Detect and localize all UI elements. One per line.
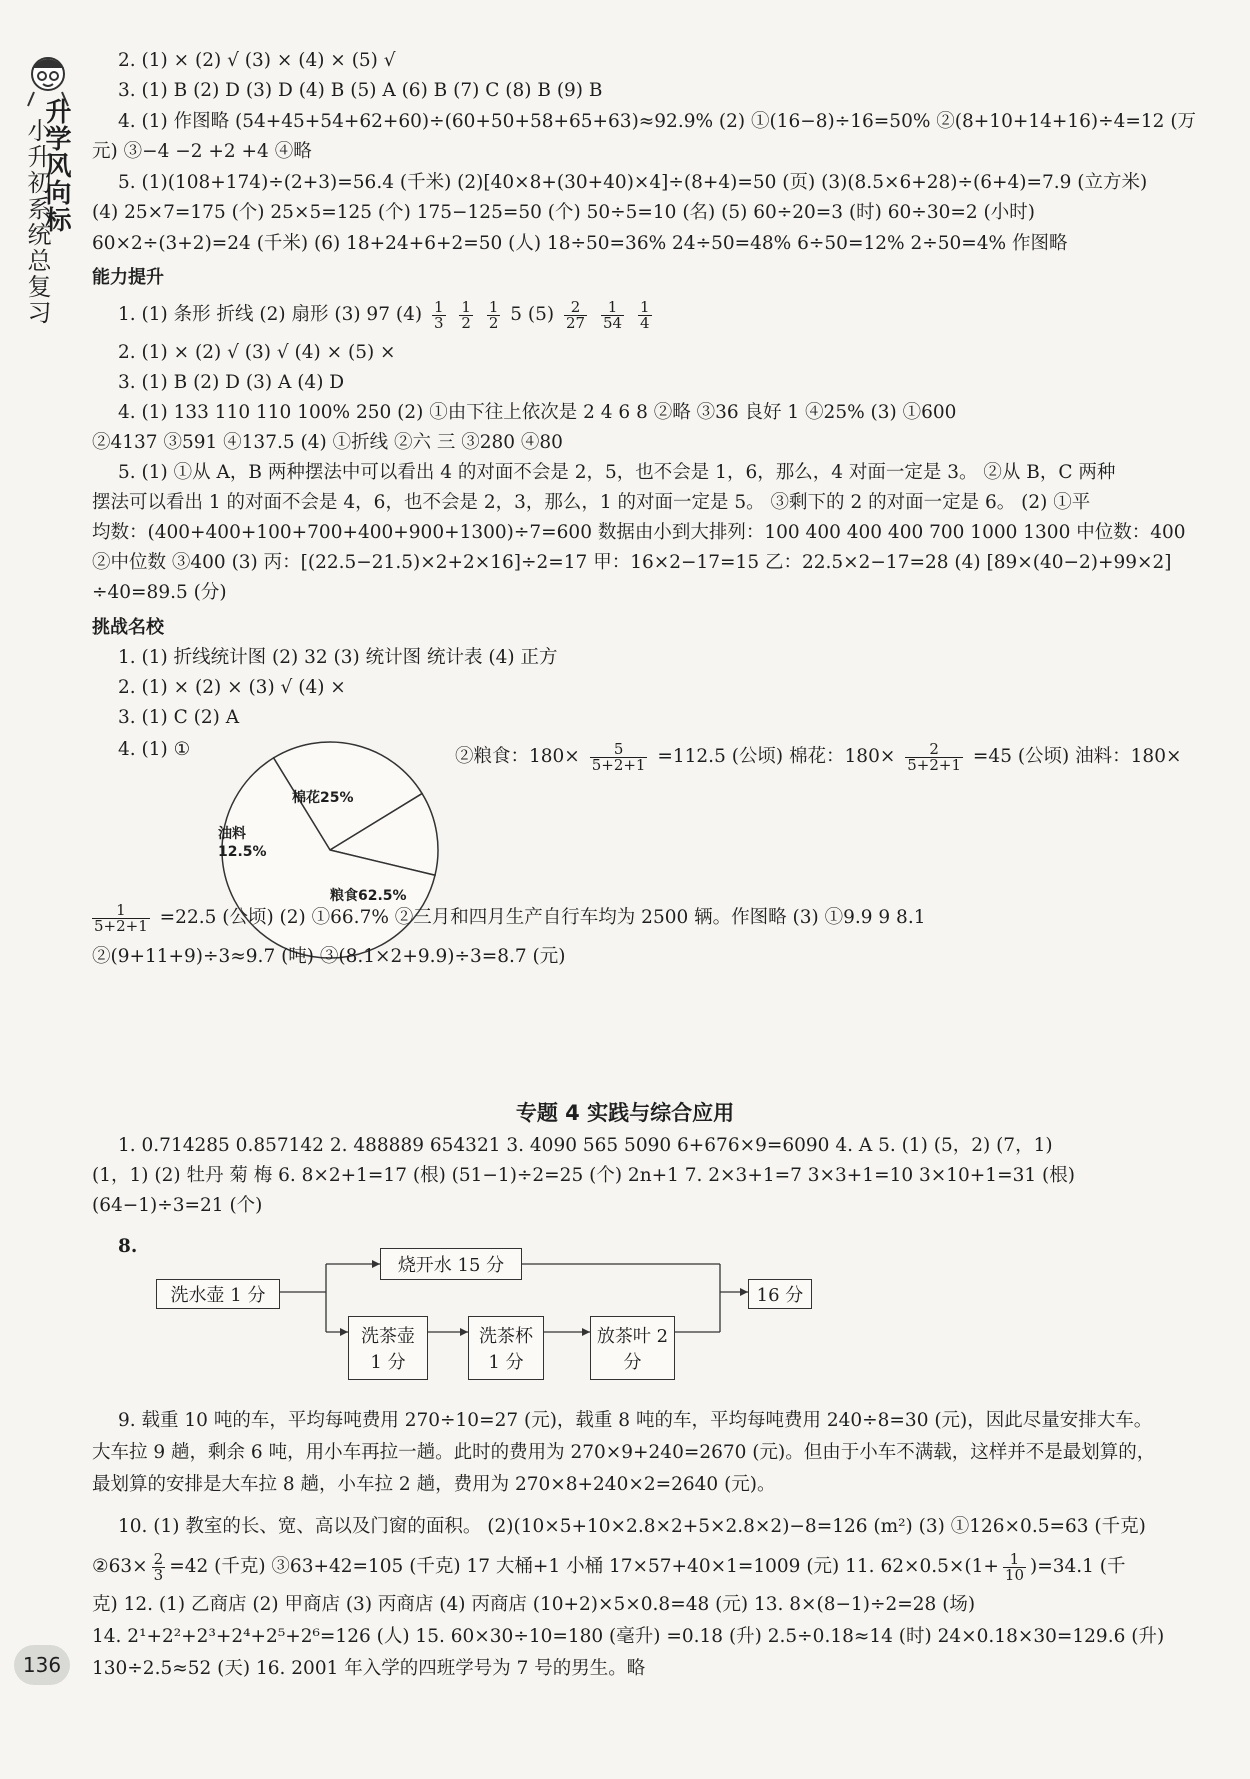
answer-line: ②中位数 ③400 (3) 丙：[(22.5−21.5)×2+2×16]÷2=17 甲：16×2−17=15 乙：22.5×2−17=28 (4) [89×(40−2)+99×2] bbox=[92, 552, 1172, 573]
fraction: $\frac{5}{5+2+1}$ bbox=[591, 739, 646, 774]
answer-line: 3. (1) C (2) A bbox=[118, 707, 240, 728]
grain-label: ②粮食：180× bbox=[455, 746, 580, 767]
answer-line: 5. (1) ①从 A，B 两种摆法中可以看出 4 的对面不会是 2，5，也不会是 1，6，那么，4 对面一定是 3。 ②从 B，C 两种 bbox=[118, 462, 1116, 483]
q1-prefix: 1. (1) 条形 折线 (2) 扇形 (3) 97 (4) bbox=[118, 304, 423, 325]
answer-line: (64−1)÷3=21 (个) bbox=[92, 1195, 263, 1216]
answer-line-fractions bbox=[92, 1545, 1192, 1589]
answer-line: 130÷2.5≈52 (天) 16. 2001 年入学的四班学号为 7 号的男生。略 bbox=[92, 1658, 646, 1679]
fraction: $\frac{1}{2}$ bbox=[461, 297, 471, 332]
page-number: 136 bbox=[14, 1645, 70, 1685]
oil-result: =22.5 (公顷) (2) ①66.7% ②三月和四月生产自行车均为 2500 辆。作图略 (3) ①9.9 9 8.1 bbox=[159, 907, 926, 928]
fraction: $\frac{1}{2}$ bbox=[488, 297, 499, 332]
answer-line: 大车拉 9 趟，剩余 6 吨，用小车再拉一趟。此时的费用为 270×9+240=2670 (元)。但由于小车不满载，这样并不是最划算的， bbox=[92, 1442, 1156, 1463]
fraction: $\frac{2}{3}$ bbox=[153, 1549, 164, 1584]
answer-line: 1. 0.714285 0.857142 2. 488889 654321 3. 4090 565 5090 6+676×9=6090 4. A 5. (1) (5，2) (7，1) bbox=[118, 1135, 1053, 1156]
flow-box-boil-water: 烧开水 15 分 bbox=[380, 1248, 522, 1280]
flow-box-wash-kettle: 洗水壶 1 分 bbox=[156, 1279, 280, 1309]
answer-line: 14. 2¹+2²+2³+2⁴+2⁵+2⁶=126 (人) 15. 60×30÷10=180 (毫升) =0.18 (升) 2.5÷0.18≈14 (时) 24×0.18×30=129.6 (升) bbox=[92, 1626, 1165, 1647]
q1-mid: 5 (5) bbox=[510, 304, 555, 325]
flow-box-add-tea: 放茶叶 2 分 bbox=[590, 1316, 675, 1380]
answer-line: (1，1) (2) 牡丹 菊 梅 6. 8×2+1=17 (根) (51−1)÷2=25 (个) 2n+1 7. 2×3+1=7 3×3+1=10 3×10+1=31 (根) bbox=[92, 1165, 1075, 1186]
answer-line: ÷40=89.5 (分) bbox=[92, 582, 227, 603]
answer-line: ②(9+11+9)÷3≈9.7 (吨) ③(8.1×2+9.9)÷3=8.7 (元) bbox=[92, 946, 566, 967]
q10-part: ②63× bbox=[92, 1556, 148, 1577]
answer-line: 元) ③−4 −2 +2 +4 ④略 bbox=[92, 141, 312, 162]
answer-line: 2. (1) × (2) √ (3) × (4) × (5) √ bbox=[118, 50, 396, 71]
answer-line: 3. (1) B (2) D (3) D (4) B (5) A (6) B (7) C (8) B (9) B bbox=[118, 80, 603, 101]
brand-title: 升学风向标 bbox=[41, 98, 71, 233]
answer-line: ②4137 ③591 ④137.5 (4) ①折线 ②六 三 ③280 ④80 bbox=[92, 432, 563, 453]
answer-line: 3. (1) B (2) D (3) A (4) D bbox=[118, 372, 345, 393]
fraction: $\frac{1}{10}$ bbox=[1004, 1549, 1024, 1584]
q10-rest: =42 (千克) ③63+42=105 (千克) 17 大桶+1 小桶 17×57+40×1=1009 (元) 11. 62×0.5×(1+ bbox=[169, 1556, 999, 1577]
section-heading: 挑战名校 bbox=[92, 617, 164, 638]
grain-result: =112.5 (公顷) 棉花：180× bbox=[657, 746, 896, 767]
pie-label: 粮食62.5% bbox=[330, 888, 407, 904]
cotton-result: =45 (公顷) 油料：180× bbox=[972, 746, 1182, 767]
answer-line: 60×2÷(3+2)=24 (千米) (6) 18+24+6+2=50 (人) 18÷50=36% 24÷50=48% 6÷50=12% 2÷50=4% 作图略 bbox=[92, 233, 1068, 254]
answer-line: 2. (1) × (2) √ (3) √ (4) × (5) × bbox=[118, 342, 396, 363]
answer-line: 10. (1) 教室的长、宽、高以及门窗的面积。 (2)(10×5+10×2.8×2+5×2.8×2)−8=126 (m²) (3) ①126×0.5=63 (千克) bbox=[118, 1516, 1146, 1537]
answer-line: 9. 载重 10 吨的车，平均每吨费用 270÷10=27 (元)，载重 8 吨的车，平均每吨费用 240÷8=30 (元)，因此尽量安排大车。 bbox=[118, 1410, 1153, 1431]
fraction: $\frac{1}{3}$ bbox=[433, 297, 444, 332]
answer-line: 5. (1)(108+174)÷(2+3)=56.4 (千米) (2)[40×8+(30+40)×4]÷(8+4)=50 (页) (3)(8.5×6+28)÷(6+4)=7.9 (立方米) bbox=[118, 172, 1148, 193]
answer-line: 4. (1) ① bbox=[118, 739, 191, 760]
fraction: $\frac{1}{5+2+1}$ bbox=[94, 900, 148, 935]
answer-line: 4. (1) 作图略 (54+45+54+62+60)÷(60+50+58+65+63)≈92.9% (2) ①(16−8)÷16=50% ②(8+10+14+16)÷4=12 (万 bbox=[118, 111, 1197, 132]
pie-label: 棉花25% bbox=[292, 790, 354, 806]
brand-subtitle: 小升初系统总复习 bbox=[23, 118, 51, 326]
answer-line: 1. (1) 折线统计图 (2) 32 (3) 统计图 统计表 (4) 正方 bbox=[118, 647, 558, 668]
section-title: 专题 4 实践与综合应用 bbox=[515, 1101, 735, 1125]
fraction: $\frac{1}{4}$ bbox=[639, 297, 650, 332]
fraction: $\frac{1}{54}$ bbox=[603, 297, 623, 332]
answer-line: 4. (1) 133 110 110 100% 250 (2) ①由下往上依次是 2 4 6 8 ②略 ③36 良好 1 ④25% (3) ①600 bbox=[118, 402, 957, 423]
question-number: 8. bbox=[118, 1236, 138, 1257]
answer-line: (4) 25×7=175 (个) 25×5=125 (个) 175−125=50 (个) 50÷5=10 (名) (5) 60÷20=3 (时) 60÷30=2 (小时) bbox=[92, 202, 1035, 223]
answer-line: 2. (1) × (2) × (3) √ (4) × bbox=[118, 677, 346, 698]
answer-line: 最划算的安排是大车拉 8 趟，小车拉 2 趟，费用为 270×8+240×2=2640 (元)。 bbox=[92, 1474, 776, 1495]
pie-label: 油料 12.5% bbox=[218, 826, 267, 860]
flow-box-wash-cups: 洗茶杯 1 分 bbox=[468, 1316, 544, 1380]
answer-line: 克) 12. (1) 乙商店 (2) 甲商店 (3) 丙商店 (4) 丙商店 (10+2)×5×0.8=48 (元) 13. 8×(8−1)÷2=28 (场) bbox=[92, 1594, 976, 1615]
answer-line: 均数：(400+400+100+700+400+900+1300)÷7=600 数据由小到大排列：100 400 400 400 700 1000 1300 中位数：400 bbox=[92, 522, 1186, 543]
flow-box-wash-teapot: 洗茶壶 1 分 bbox=[348, 1316, 428, 1380]
q11-tail: )=34.1 (千 bbox=[1030, 1556, 1126, 1577]
fraction: $\frac{2}{5+2+1}$ bbox=[907, 739, 962, 774]
answer-line: 摆法可以看出 1 的对面不会是 4，6，也不会是 2，3，那么，1 的对面一定是 5。 ③剩下的 2 的对面一定是 6。 (2) ①平 bbox=[92, 492, 1091, 513]
fraction: $\frac{2}{27}$ bbox=[566, 297, 586, 332]
section-heading: 能力提升 bbox=[92, 267, 164, 288]
flow-box-total: 16 分 bbox=[748, 1279, 812, 1309]
